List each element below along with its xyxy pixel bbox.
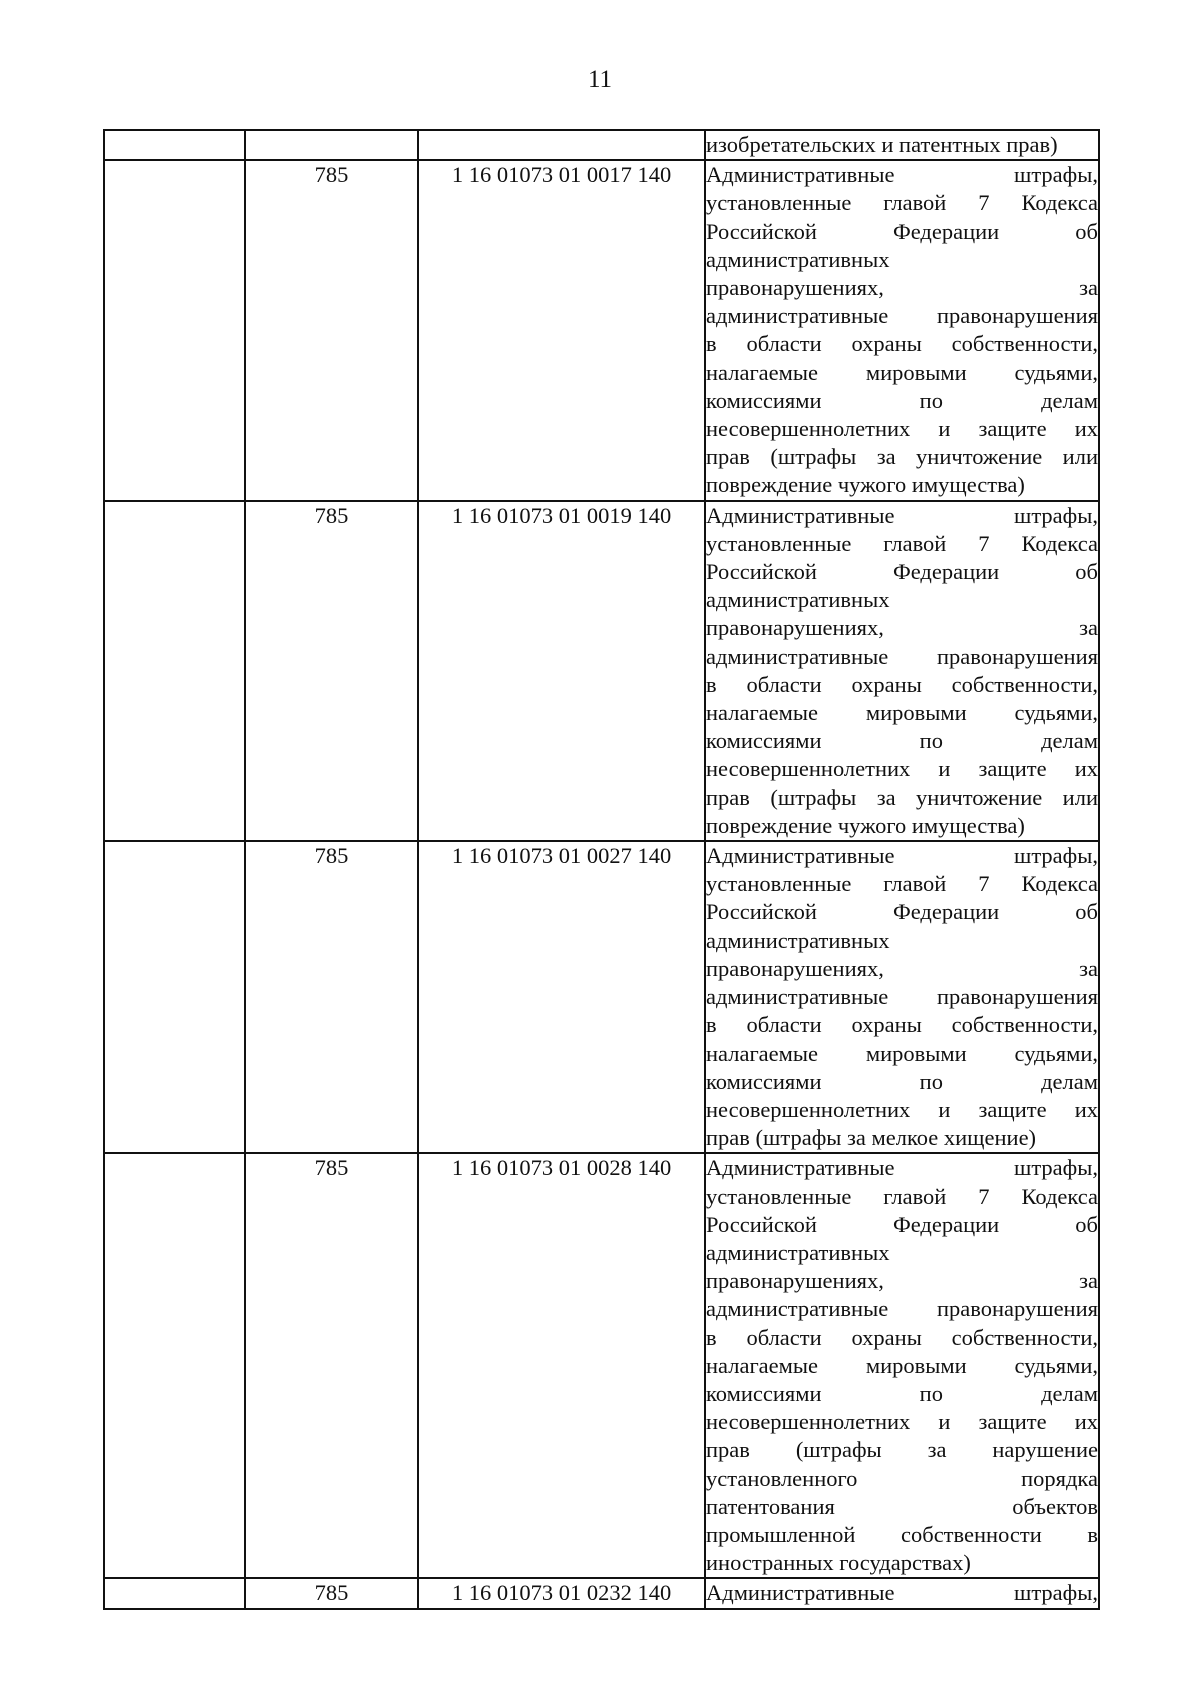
description-line: правонарушениях, за [706,275,1098,301]
description-line: Российской Федерации об [706,218,1098,244]
description-line: в области охраны собственности, [706,331,1098,357]
description-cell [705,841,1099,1153]
description-line: налагаемые мировыми судьями, [706,1352,1098,1378]
description-line: административных [706,587,890,613]
blank-cell [104,1578,245,1608]
description-line: Российской Федерации об [706,559,1098,585]
description-line: административных [706,927,890,953]
description-line: комиссиями по делам [706,728,1098,754]
description-line: Российской Федерации об [706,899,1098,925]
description-cell [705,1153,1099,1578]
kbk-code-cell: 1 16 01073 01 0017 140 [418,160,705,500]
table-row [104,841,1099,1153]
blank-cell [104,841,245,1153]
kbk-code-cell: 1 16 01073 01 0019 140 [418,501,705,841]
kbk-code-cell: 1 16 01073 01 0028 140 [418,1153,705,1578]
description-line: Административные штрафы, [706,502,1098,528]
description-line: правонарушениях, за [706,1268,1098,1294]
kbk-code-cell: 1 16 01073 01 0027 140 [418,841,705,1153]
kbk-code-cell: 1 16 01073 01 0232 140 [418,1578,705,1608]
description-line: административные правонарушения [706,303,1098,329]
description-line: установленные главой 7 Кодекса [706,190,1098,216]
description-line: иностранных государствах) [706,1550,971,1576]
blank-cell [104,1153,245,1578]
description-line: промышленной собственности в [706,1521,1098,1547]
blank-cell [104,130,245,160]
description-line: Российской Федерации об [706,1211,1098,1237]
description-line: прав (штрафы за уничтожение или [706,444,1098,470]
table-row [104,160,1099,500]
description-line: установленные главой 7 Кодекса [706,530,1098,556]
description-line: повреждение чужого имущества) [706,812,1025,838]
table-row [104,501,1099,841]
description-line: правонарушениях, за [706,955,1098,981]
admin-code-cell: 785 [245,501,418,841]
description-line: административные правонарушения [706,984,1098,1010]
description-line: повреждение чужого имущества) [706,472,1025,498]
description-line: административные правонарушения [706,1296,1098,1322]
description-line: установленного порядка [706,1465,1098,1491]
description-cell [705,1578,1099,1608]
description-cell [705,160,1099,500]
description-line: прав (штрафы за уничтожение или [706,784,1098,810]
description-line: Административные штрафы, [706,843,1098,869]
description-cell [705,130,1099,160]
description-line: в области охраны собственности, [706,1324,1098,1350]
description-line: правонарушениях, за [706,615,1098,641]
blank-cell [104,501,245,841]
description-line: несовершеннолетних и защите их [706,1096,1098,1122]
table-row [104,1578,1099,1608]
table-row [104,1153,1099,1578]
page-number: 11 [587,66,613,93]
description-cell [705,501,1099,841]
description-line: изобретательских и патентных прав) [706,132,1058,157]
admin-code-cell: 785 [245,1153,418,1578]
description-line: установленные главой 7 Кодекса [706,1183,1098,1209]
description-line: Административные штрафы, [706,162,1098,188]
description-line: в области охраны собственности, [706,671,1098,697]
blank-cell [104,160,245,500]
description-line: административных [706,246,890,272]
description-line: административные правонарушения [706,643,1098,669]
description-line: в области охраны собственности, [706,1012,1098,1038]
description-line: налагаемые мировыми судьями, [706,359,1098,385]
admin-code-cell: 785 [245,160,418,500]
description-line: комиссиями по делам [706,1380,1098,1406]
description-line: комиссиями по делам [706,1068,1098,1094]
description-line: Административные штрафы, [706,1155,1098,1181]
description-line: несовершеннолетних и защите их [706,756,1098,782]
admin-code-cell [245,130,418,160]
description-line: Административные штрафы, [706,1580,1098,1606]
budget-codes-table [103,129,1100,1610]
description-line: комиссиями по делам [706,387,1098,413]
description-line: налагаемые мировыми судьями, [706,1040,1098,1066]
description-line: патентования объектов [706,1493,1098,1519]
description-line: налагаемые мировыми судьями, [706,700,1098,726]
description-line: прав (штрафы за мелкое хищение) [706,1125,1037,1151]
description-line: установленные главой 7 Кодекса [706,871,1098,897]
description-line: несовершеннолетних и защите их [706,416,1098,442]
admin-code-cell: 785 [245,1578,418,1608]
description-line: несовершеннолетних и защите их [706,1409,1098,1435]
description-line: административных [706,1239,890,1265]
description-line: прав (штрафы за нарушение [706,1437,1098,1463]
kbk-code-cell [418,130,705,160]
table-row-continuation [104,130,1099,160]
admin-code-cell: 785 [245,841,418,1153]
